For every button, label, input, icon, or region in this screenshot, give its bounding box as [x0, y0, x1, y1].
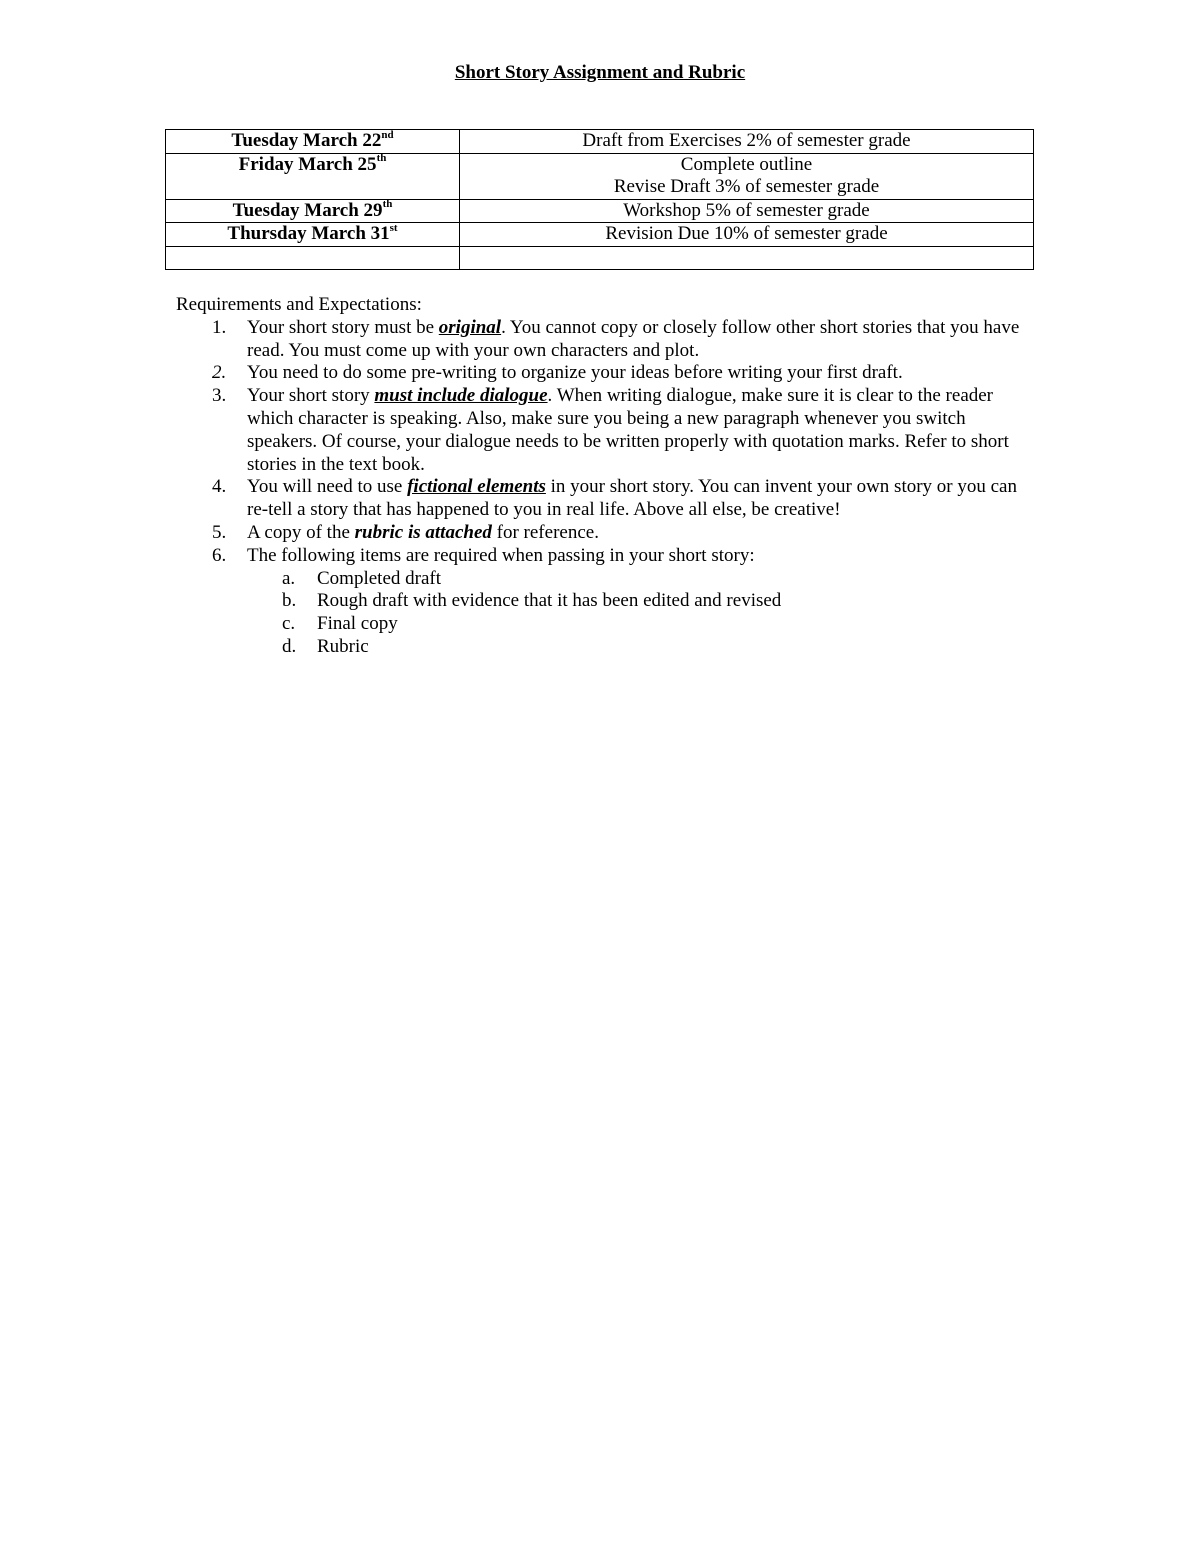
- item-number: 4.: [212, 476, 227, 498]
- date-cell: [166, 199, 460, 223]
- task-text: Draft from Exercises 2% of semester grade: [582, 130, 911, 151]
- requirements-list: [176, 317, 1036, 659]
- table-row: [166, 153, 1034, 199]
- date-suffix: st: [389, 221, 398, 234]
- item-number: 5.: [212, 521, 227, 543]
- page-title: Short Story Assignment and Rubric: [454, 62, 746, 83]
- task-text: Complete outline: [680, 153, 813, 175]
- list-item: [176, 476, 1036, 522]
- item-text: A copy of the: [247, 521, 355, 543]
- requirements-heading: Requirements and Expectations:: [176, 294, 422, 315]
- task-cell: [460, 153, 1034, 199]
- item-emphasis: rubric is attached: [354, 521, 492, 543]
- date-suffix: th: [382, 198, 393, 211]
- list-item: [176, 522, 1036, 545]
- sub-list-item: [247, 568, 1036, 591]
- date-cell: [166, 130, 460, 154]
- required-items-list: [247, 568, 1036, 659]
- table-row-empty: [166, 246, 1034, 269]
- date-text: Thursday March 31: [227, 223, 390, 244]
- task-cell: [460, 246, 1034, 269]
- sub-item-text: Completed draft: [317, 567, 441, 589]
- item-text: in your short story. You can invent your own story or you can re-tell a story that has happened to you in real life. Above all else, be creative!: [247, 476, 1017, 521]
- item-emphasis: fictional elements: [407, 476, 546, 498]
- date-cell: [166, 153, 460, 199]
- date-text: Tuesday March 22: [231, 130, 382, 151]
- list-item: [176, 362, 1036, 385]
- sub-list-item: [247, 636, 1036, 659]
- item-text: . When writing dialogue, make sure it is clear to the reader which character is speaking. Also, make sure you being a new paragraph whenever you switch speakers. Of course, your dialogue needs to be written properly with quotation marks. Refer to short stories in the text book.: [247, 385, 1009, 475]
- list-item: [176, 545, 1036, 659]
- item-number: 6.: [212, 544, 227, 566]
- date-cell: [166, 246, 460, 269]
- date-suffix: th: [376, 152, 387, 165]
- item-text: You need to do some pre-writing to organize your ideas before writing your first draft.: [247, 362, 903, 384]
- sub-item-text: Final copy: [317, 613, 398, 635]
- list-item: [176, 317, 1036, 363]
- sub-item-letter: d.: [282, 635, 297, 657]
- sub-list-item: [247, 613, 1036, 636]
- item-text: You will need to use: [247, 476, 408, 498]
- date-suffix: nd: [381, 128, 394, 141]
- schedule-table: [165, 129, 1034, 270]
- item-number: 3.: [212, 385, 227, 407]
- item-text: Your short story: [247, 385, 375, 407]
- item-text: for reference.: [491, 521, 599, 543]
- sub-item-letter: c.: [282, 613, 296, 635]
- task-text: Revision Due 10% of semester grade: [605, 223, 888, 244]
- item-text: . You cannot copy or closely follow other short stories that you have read. You must come up with your own characters and plot.: [247, 316, 1020, 361]
- item-number: 1.: [212, 316, 227, 338]
- task-text: Revise Draft 3% of semester grade: [613, 176, 880, 197]
- item-text: Your short story must be: [247, 316, 439, 338]
- date-text: Friday March 25: [238, 153, 377, 175]
- sub-list-item: [247, 590, 1036, 613]
- table-row: [166, 223, 1034, 247]
- table-row: [166, 130, 1034, 154]
- task-cell: [460, 223, 1034, 247]
- sub-item-text: Rubric: [317, 635, 369, 657]
- requirements-section: [176, 294, 1036, 659]
- date-text: Tuesday March 29: [232, 199, 383, 221]
- item-emphasis: original: [438, 316, 502, 338]
- task-cell: [460, 130, 1034, 154]
- sub-item-letter: a.: [282, 567, 296, 589]
- sub-item-letter: b.: [282, 590, 297, 612]
- list-item: [176, 385, 1036, 476]
- item-text: The following items are required when passing in your short story:: [247, 544, 755, 566]
- date-cell: [166, 223, 460, 247]
- item-number: 2.: [212, 362, 227, 384]
- task-cell: [460, 199, 1034, 223]
- sub-item-text: Rough draft with evidence that it has been edited and revised: [317, 590, 782, 612]
- table-row: [166, 199, 1034, 223]
- task-text: Workshop 5% of semester grade: [623, 199, 870, 221]
- item-emphasis: must include dialogue: [374, 385, 548, 407]
